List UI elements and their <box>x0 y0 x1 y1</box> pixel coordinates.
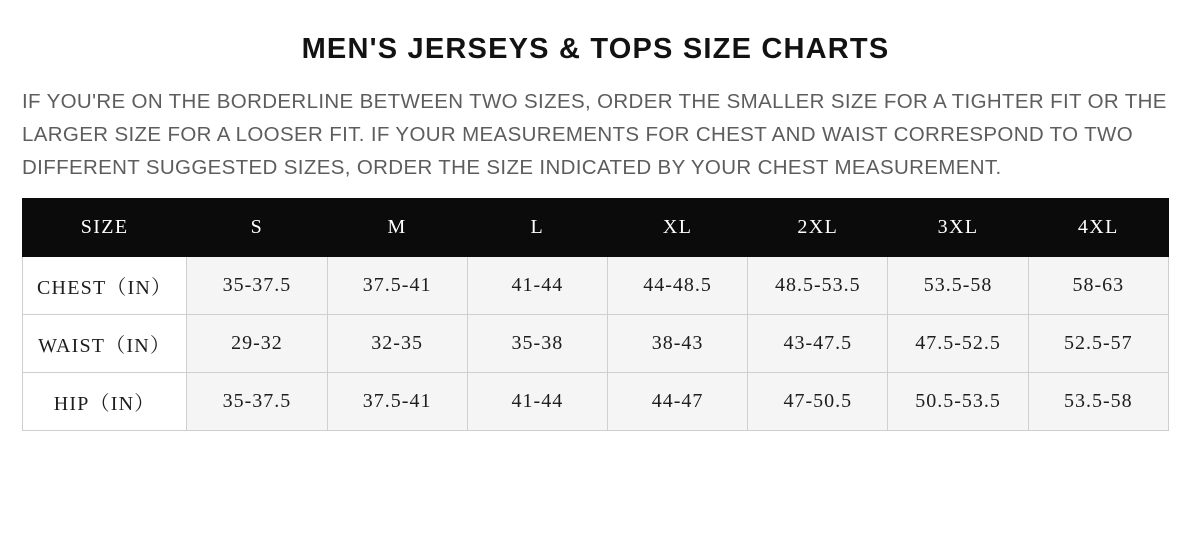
row-label-hip: HIP（IN） <box>23 373 187 431</box>
cell-waist-4xl: 52.5-57 <box>1028 315 1168 373</box>
cell-waist-l: 35-38 <box>467 315 607 373</box>
column-header-size: SIZE <box>23 199 187 257</box>
size-chart-table <box>22 198 1169 431</box>
cell-waist-xl: 38-43 <box>607 315 747 373</box>
row-label-chest: CHEST（IN） <box>23 257 187 315</box>
column-header-l: L <box>467 199 607 257</box>
cell-hip-4xl: 53.5-58 <box>1028 373 1168 431</box>
row-label-waist: WAIST（IN） <box>23 315 187 373</box>
cell-hip-2xl: 47-50.5 <box>748 373 888 431</box>
table-row <box>23 315 1169 373</box>
column-header-2xl: 2XL <box>748 199 888 257</box>
cell-hip-3xl: 50.5-53.5 <box>888 373 1028 431</box>
cell-chest-4xl: 58-63 <box>1028 257 1168 315</box>
column-header-4xl: 4XL <box>1028 199 1168 257</box>
cell-hip-m: 37.5-41 <box>327 373 467 431</box>
column-header-xl: XL <box>607 199 747 257</box>
cell-chest-l: 41-44 <box>467 257 607 315</box>
table-header-row <box>23 199 1169 257</box>
column-header-m: M <box>327 199 467 257</box>
cell-waist-m: 32-35 <box>327 315 467 373</box>
size-chart-page <box>0 32 1191 542</box>
column-header-s: S <box>187 199 327 257</box>
cell-chest-2xl: 48.5-53.5 <box>748 257 888 315</box>
cell-hip-xl: 44-47 <box>607 373 747 431</box>
table-row <box>23 257 1169 315</box>
cell-chest-s: 35-37.5 <box>187 257 327 315</box>
table-row <box>23 373 1169 431</box>
cell-waist-3xl: 47.5-52.5 <box>888 315 1028 373</box>
cell-chest-xl: 44-48.5 <box>607 257 747 315</box>
cell-chest-3xl: 53.5-58 <box>888 257 1028 315</box>
cell-hip-l: 41-44 <box>467 373 607 431</box>
column-header-3xl: 3XL <box>888 199 1028 257</box>
cell-waist-s: 29-32 <box>187 315 327 373</box>
cell-waist-2xl: 43-47.5 <box>748 315 888 373</box>
page-title: MEN'S JERSEYS & TOPS SIZE CHARTS <box>301 33 890 65</box>
cell-hip-s: 35-37.5 <box>187 373 327 431</box>
intro-paragraph: IF YOU'RE ON THE BORDERLINE BETWEEN TWO SIZES, ORDER THE SMALLER SIZE FOR A TIGHTER FIT OR THE LARGER SIZE FOR A LOOSER FIT. IF YOUR MEASUREMENTS FOR CHEST AND WAIST CORRESPOND TO TWO DIFFERENT SUGGESTED SIZES, ORDER THE SIZE INDICATED BY YOUR CHEST MEASUREMENT. <box>22 89 1167 180</box>
cell-chest-m: 37.5-41 <box>327 257 467 315</box>
